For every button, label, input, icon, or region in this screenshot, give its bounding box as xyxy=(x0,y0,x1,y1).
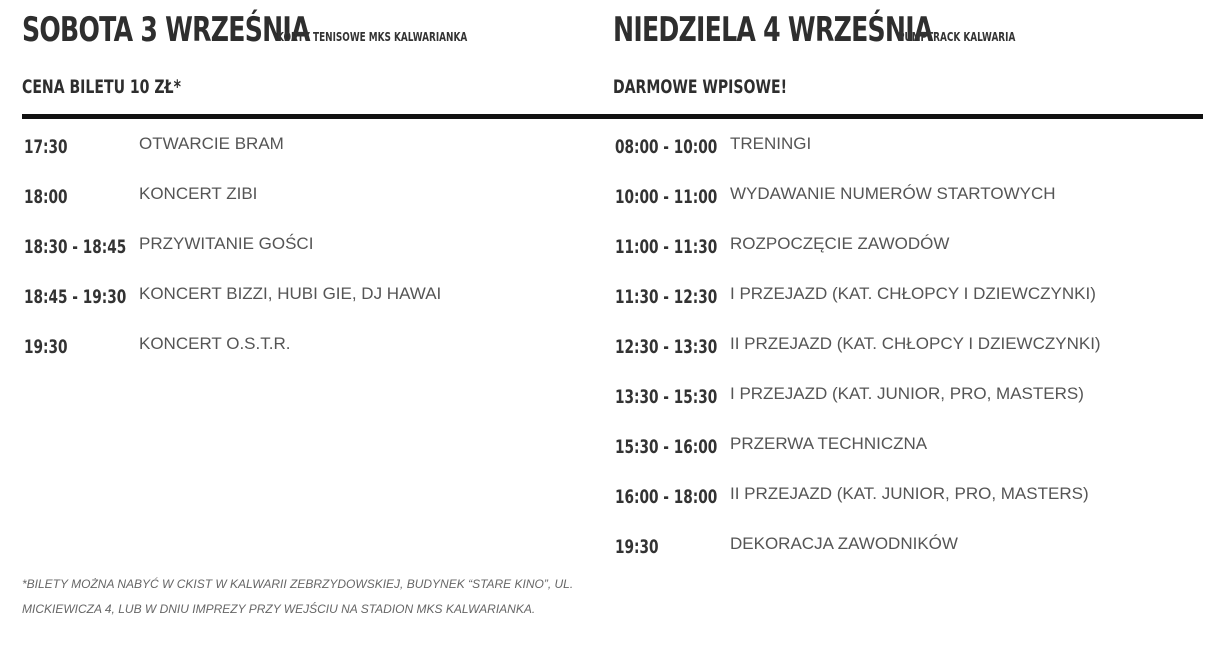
schedule-activity: KONCERT BIZZI, HUBI GIE, DJ HAWAI xyxy=(139,284,442,303)
schedule-time: 18:45 - 19:30 xyxy=(24,286,127,308)
schedule-row xyxy=(613,180,1203,230)
schedule-activity: I PRZEJAZD (KAT. JUNIOR, PRO, MASTERS) xyxy=(730,384,1084,403)
schedule-row xyxy=(613,380,1203,430)
ticket-price: CENA BILETU 10 ZŁ* xyxy=(22,76,181,98)
schedule-row xyxy=(22,230,597,280)
schedule-time: 13:30 - 15:30 xyxy=(615,386,718,408)
schedule-activity: I PRZEJAZD (KAT. CHŁOPCY I DZIEWCZYNKI) xyxy=(730,284,1096,303)
header-divider xyxy=(22,114,1203,119)
schedule-activity: PRZERWA TECHNICZNA xyxy=(730,434,928,453)
schedule-activity: KONCERT O.S.T.R. xyxy=(139,334,291,353)
schedule-activity: TRENINGI xyxy=(730,134,812,153)
schedule-activity: ROZPOCZĘCIE ZAWODÓW xyxy=(730,234,950,253)
schedule-row xyxy=(22,280,597,330)
schedule-row xyxy=(613,130,1203,180)
schedule-activity: KONCERT ZIBI xyxy=(139,184,258,203)
schedule-row xyxy=(613,280,1203,330)
schedule-activity: OTWARCIE BRAM xyxy=(139,134,284,153)
sunday-venue: PUMPTRACK KALWARIA xyxy=(898,30,1016,44)
saturday-schedule xyxy=(22,130,597,380)
schedule-activity: II PRZEJAZD (KAT. JUNIOR, PRO, MASTERS) xyxy=(730,484,1089,503)
schedule-activity: WYDAWANIE NUMERÓW STARTOWYCH xyxy=(730,184,1056,203)
schedule-time: 15:30 - 16:00 xyxy=(615,436,718,458)
sunday-schedule xyxy=(613,130,1203,580)
schedule-time: 17:30 xyxy=(24,136,68,158)
schedule-row xyxy=(613,530,1203,580)
schedule-time: 19:30 xyxy=(24,336,68,358)
schedule-time: 16:00 - 18:00 xyxy=(615,486,718,508)
saturday-title: SOBOTA 3 WRZEŚNIA xyxy=(22,10,310,50)
schedule-time: 11:30 - 12:30 xyxy=(615,286,718,308)
schedule-time: 11:00 - 11:30 xyxy=(615,236,718,258)
schedule-row xyxy=(22,130,597,180)
schedule-row xyxy=(22,180,597,230)
schedule-row xyxy=(22,330,597,380)
schedule-row xyxy=(613,430,1203,480)
schedule-row xyxy=(613,480,1203,530)
free-entry-note: DARMOWE WPISOWE! xyxy=(613,76,787,98)
schedule-time: 10:00 - 11:00 xyxy=(615,186,718,208)
schedule-time: 18:00 xyxy=(24,186,68,208)
sunday-header xyxy=(613,10,1045,50)
saturday-header xyxy=(22,10,468,50)
schedule-time: 08:00 - 10:00 xyxy=(615,136,718,158)
saturday-venue: KORTY TENISOWE MKS KALWARIANKA xyxy=(277,30,468,44)
sunday-title: NIEDZIELA 4 WRZEŚNIA xyxy=(613,10,933,50)
schedule-time: 12:30 - 13:30 xyxy=(615,336,718,358)
schedule-row xyxy=(613,330,1203,380)
schedule-activity: DEKORACJA ZAWODNIKÓW xyxy=(730,534,958,553)
schedule-activity: II PRZEJAZD (KAT. CHŁOPCY I DZIEWCZYNKI) xyxy=(730,334,1101,353)
ticket-footnote: *BILETY MOŻNA NABYĆ W CKIST W KALWARII ZEBRZYDOWSKIEJ, BUDYNEK “STARE KINO”, UL. MICKIEWICZA 4, LUB W DNIU IMPREZY PRZY WEJŚCIU NA STADION MKS KALWARIANKA. xyxy=(22,577,574,616)
schedule-time: 19:30 xyxy=(615,536,659,558)
schedule-activity: PRZYWITANIE GOŚCI xyxy=(139,234,314,253)
schedule-row xyxy=(613,230,1203,280)
schedule-time: 18:30 - 18:45 xyxy=(24,236,127,258)
